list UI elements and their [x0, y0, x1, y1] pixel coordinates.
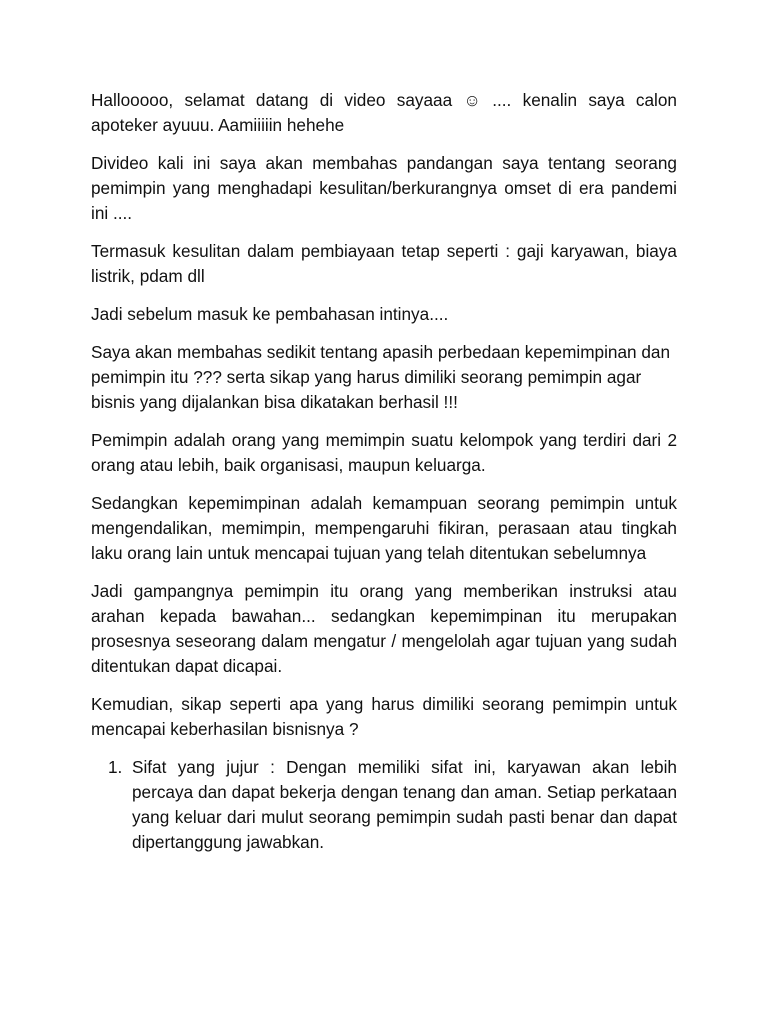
numbered-list: [91, 755, 677, 855]
paragraph-definition-leader: Pemimpin adalah orang yang memimpin suatu kelompok yang terdiri dari 2 orang atau lebih, baik organisasi, maupun keluarga.: [91, 430, 677, 475]
list-item-number: 1.: [108, 757, 123, 777]
paragraph-overview: Saya akan membahas sedikit tentang apasih perbedaan kepemimpinan dan pemimpin itu ??? serta sikap yang harus dimiliki seorang pemimpin agar bisnis yang dijalankan bisa dikatakan berhasil !!!: [91, 342, 671, 412]
paragraph-question: Kemudian, sikap seperti apa yang harus dimiliki seorang pemimpin untuk mencapai keberhasilan bisnisnya ?: [91, 694, 677, 739]
paragraph-summary: Jadi gampangnya pemimpin itu orang yang memberikan instruksi atau arahan kepada bawahan... sedangkan kepemimpinan itu merupakan prosesnya seseorang dalam mengatur / mengelolah agar tujuan yang sudah ditentukan dapat dicapai.: [91, 581, 677, 676]
paragraph-costs: Termasuk kesulitan dalam pembiayaan tetap seperti : gaji karyawan, biaya listrik, pdam dll: [91, 241, 677, 286]
list-item: [108, 755, 677, 855]
paragraph-greeting: Hallooooo, selamat datang di video sayaaa ☺ .... kenalin saya calon apoteker ayuuu. Aamiiiiin hehehe: [91, 90, 677, 135]
paragraph-topic: Divideo kali ini saya akan membahas pandangan saya tentang seorang pemimpin yang menghadapi kesulitan/berkurangnya omset di era pandemi ini ....: [91, 153, 677, 223]
paragraph-transition: Jadi sebelum masuk ke pembahasan intinya....: [91, 304, 449, 324]
document-page: [91, 88, 677, 855]
list-item-text: Sifat yang jujur : Dengan memiliki sifat ini, karyawan akan lebih percaya dan dapat bekerja dengan tenang dan aman. Setiap perkataan yang keluar dari mulut seorang pemimpin sudah pasti benar dan dapat dipertanggung jawabkan.: [132, 757, 677, 852]
paragraph-definition-leadership: Sedangkan kepemimpinan adalah kemampuan seorang pemimpin untuk mengendalikan, memimpin, mempengaruhi fikiran, perasaan atau tingkah laku orang lain untuk mencapai tujuan yang telah ditentukan sebelumnya: [91, 493, 677, 563]
